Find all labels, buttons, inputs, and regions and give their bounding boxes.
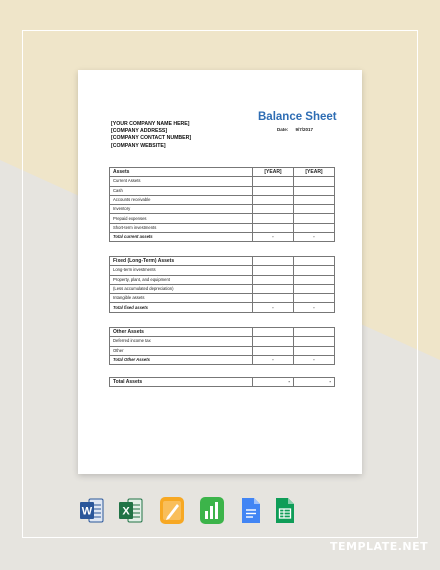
cell	[253, 186, 294, 195]
cell	[253, 177, 294, 186]
cell	[253, 223, 294, 232]
date-label: Date:	[277, 127, 289, 132]
cell	[253, 266, 294, 275]
table-row	[110, 337, 335, 346]
svg-text:W: W	[81, 505, 93, 518]
row-label: Current Assets	[110, 177, 253, 186]
table-row	[110, 205, 335, 214]
date-value: 9/7/2017	[295, 127, 314, 132]
total-row	[110, 303, 335, 312]
cell	[294, 205, 335, 214]
cell	[253, 284, 294, 293]
fixed-assets-table	[109, 256, 335, 313]
other-assets-table	[109, 327, 335, 365]
cell	[253, 346, 294, 355]
pages-icon[interactable]	[160, 497, 184, 524]
document-preview[interactable]	[78, 70, 362, 474]
total-value: -	[253, 355, 294, 364]
row-label: Intangible assets	[110, 294, 253, 303]
company-contact: [COMPANY CONTACT NUMBER]	[111, 135, 192, 142]
total-assets-table	[109, 377, 335, 387]
google-sheets-icon[interactable]	[273, 497, 297, 524]
cell	[294, 266, 335, 275]
assets-table	[109, 167, 335, 242]
total-label: Total Other Assets	[110, 355, 253, 364]
row-label: Property, plant, and equipment	[110, 275, 253, 284]
row-label: Deferred income tax	[110, 337, 253, 346]
table-header-row	[110, 257, 335, 266]
cell	[294, 214, 335, 223]
cell	[294, 328, 335, 337]
cell	[294, 223, 335, 232]
company-address: [COMPANY ADDRESS]	[111, 128, 168, 135]
cell	[253, 195, 294, 204]
cell	[253, 205, 294, 214]
table-row	[110, 214, 335, 223]
row-label: Inventory	[110, 205, 253, 214]
cell	[294, 177, 335, 186]
template-net-logo[interactable]: TEMPLATE.NET	[330, 540, 429, 553]
cell	[253, 214, 294, 223]
table-row	[110, 346, 335, 355]
cell	[253, 275, 294, 284]
year-header: [YEAR]	[253, 168, 294, 177]
cell	[253, 294, 294, 303]
total-row	[110, 355, 335, 364]
total-label: Total fixed assets	[110, 303, 253, 312]
table-row	[110, 177, 335, 186]
table-row	[110, 284, 335, 293]
section-header: Other Assets	[110, 328, 253, 337]
table-row	[110, 186, 335, 195]
total-value: -	[294, 233, 335, 242]
table-row	[110, 195, 335, 204]
total-value: -	[253, 303, 294, 312]
row-label: Long-term investments	[110, 266, 253, 275]
company-website: [COMPANY WEBSITE]	[111, 142, 166, 149]
total-label: Total current assets	[110, 233, 253, 242]
total-value: -	[294, 303, 335, 312]
table-row	[110, 266, 335, 275]
company-info	[111, 121, 191, 150]
cell	[294, 284, 335, 293]
numbers-icon[interactable]	[200, 497, 224, 524]
excel-icon[interactable]	[119, 497, 143, 524]
cell	[294, 186, 335, 195]
row-label: (Less accumulated depreciation)	[110, 284, 253, 293]
row-label: Short-term investments	[110, 223, 253, 232]
grand-total-value: -	[294, 378, 335, 387]
row-label: Prepaid expenses	[110, 214, 253, 223]
date-row	[277, 127, 319, 132]
table-row	[110, 294, 335, 303]
row-label: Cash	[110, 186, 253, 195]
total-value: -	[294, 355, 335, 364]
word-icon[interactable]	[80, 497, 104, 524]
cell	[294, 337, 335, 346]
table-header-row	[110, 328, 335, 337]
total-value: -	[253, 233, 294, 242]
document-title: Balance Sheet	[258, 111, 337, 123]
grand-total-value: -	[253, 378, 294, 387]
table-header-row	[110, 168, 335, 177]
svg-text:X: X	[122, 505, 130, 518]
grand-total-row	[110, 378, 335, 387]
cell	[294, 257, 335, 266]
year-header: [YEAR]	[294, 168, 335, 177]
total-row	[110, 233, 335, 242]
section-header: Assets	[110, 168, 253, 177]
company-name: [YOUR COMPANY NAME HERE]	[111, 121, 190, 127]
section-header: Fixed (Long-Term) Assets	[110, 257, 253, 266]
table-row	[110, 275, 335, 284]
cell	[253, 257, 294, 266]
cell	[294, 294, 335, 303]
row-label: Other	[110, 346, 253, 355]
table-row	[110, 223, 335, 232]
cell	[294, 195, 335, 204]
grand-total-label: Total Assets	[110, 378, 253, 387]
cell	[253, 337, 294, 346]
cell	[294, 346, 335, 355]
row-label: Accounts receivable	[110, 195, 253, 204]
cell	[253, 328, 294, 337]
google-docs-icon[interactable]	[239, 497, 263, 524]
cell	[294, 275, 335, 284]
